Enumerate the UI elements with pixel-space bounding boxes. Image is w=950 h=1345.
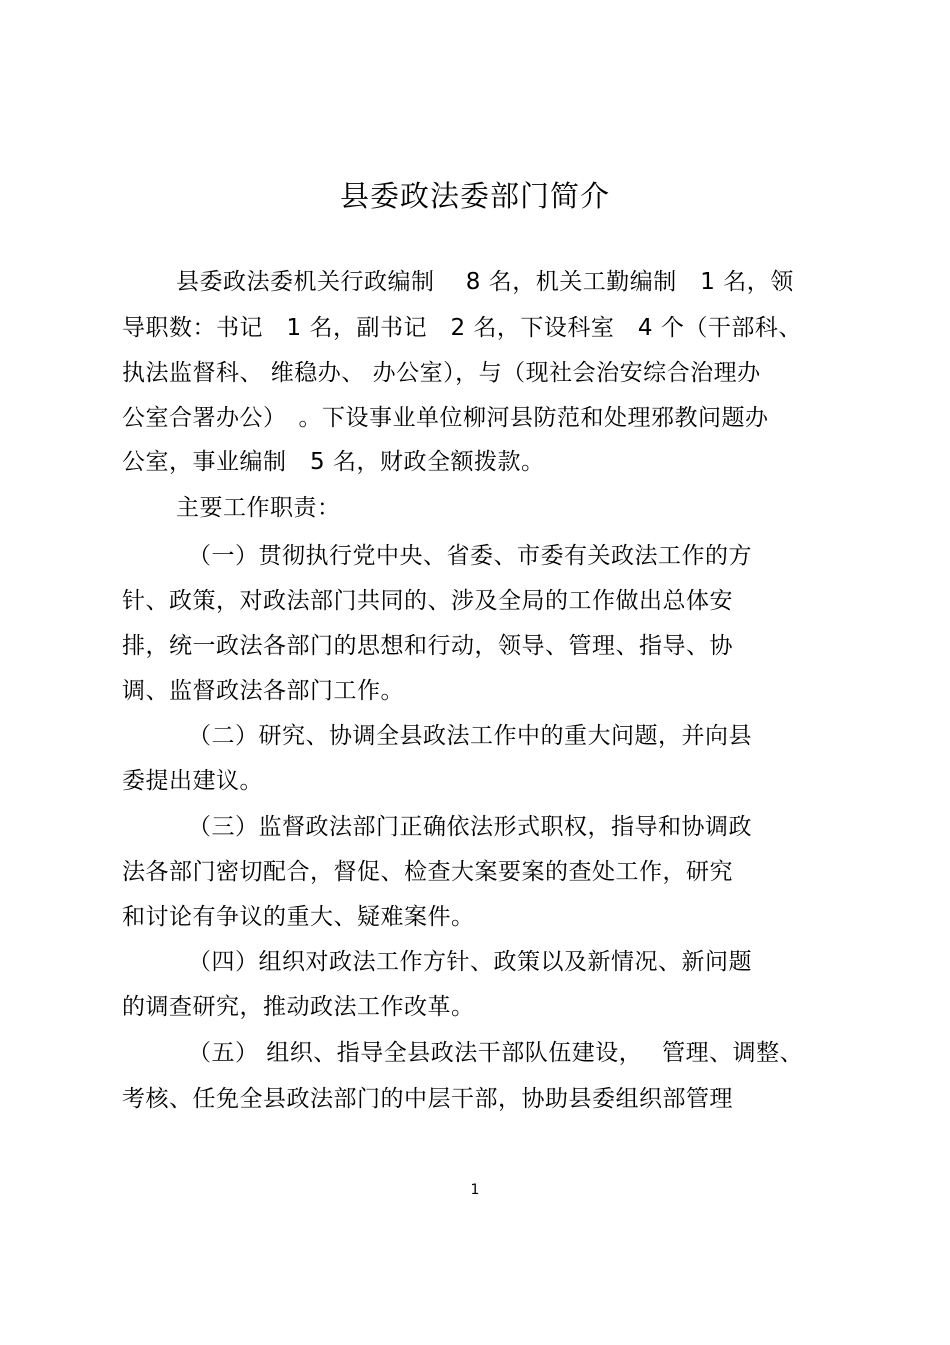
section-heading: 主要工作职责： [176, 495, 341, 521]
paragraph-line: （四）组织对政法工作方针、政策以及新情况、新问题 [188, 949, 752, 975]
paragraph-line: 针、政策，对政法部门共同的、涉及全局的工作做出总体安 [122, 588, 733, 614]
paragraph-line: 和讨论有争议的重大、疑难案件。 [122, 904, 475, 930]
document-title: 县委政法委部门简介 [339, 179, 610, 213]
paragraph-line: （五） 组织、指导全县政法干部队伍建设， 管理、调整、 [188, 1040, 804, 1066]
paragraph-line: （二）研究、协调全县政法工作中的重大问题，并向县 [188, 723, 752, 749]
paragraph-line: 导职数：书记 1 名，副书记 2 名，下设科室 4 个（干部科、 [122, 315, 802, 341]
paragraph-line: 公室合署办公） 。下设事业单位柳河县防范和处理邪教问题办 [122, 405, 769, 431]
paragraph-line: 排，统一政法各部门的思想和行动，领导、管理、指导、协 [122, 633, 733, 659]
paragraph-line: 委提出建议。 [122, 768, 263, 794]
paragraph-line: 公室，事业编制 5 名，财政全额拨款。 [122, 449, 545, 475]
page-number: 1 [470, 1182, 480, 1198]
paragraph-line: 调、监督政法各部门工作。 [122, 678, 404, 704]
paragraph-line: （三）监督政法部门正确依法形式职权，指导和协调政 [188, 814, 752, 840]
paragraph-line: 考核、任免全县政法部门的中层干部，协助县委组织部管理 [122, 1086, 733, 1112]
paragraph-line: （一）贯彻执行党中央、省委、市委有关政法工作的方 [188, 543, 752, 569]
paragraph-line: 县委政法委机关行政编制 8 名，机关工勤编制 1 名，领 [176, 269, 794, 295]
paragraph-line: 的调查研究，推动政法工作改革。 [122, 994, 475, 1020]
paragraph-line: 法各部门密切配合，督促、检查大案要案的查处工作，研究 [122, 859, 733, 885]
paragraph-line: 执法监督科、 维稳办、 办公室），与（现社会治安综合治理办 [122, 360, 761, 386]
